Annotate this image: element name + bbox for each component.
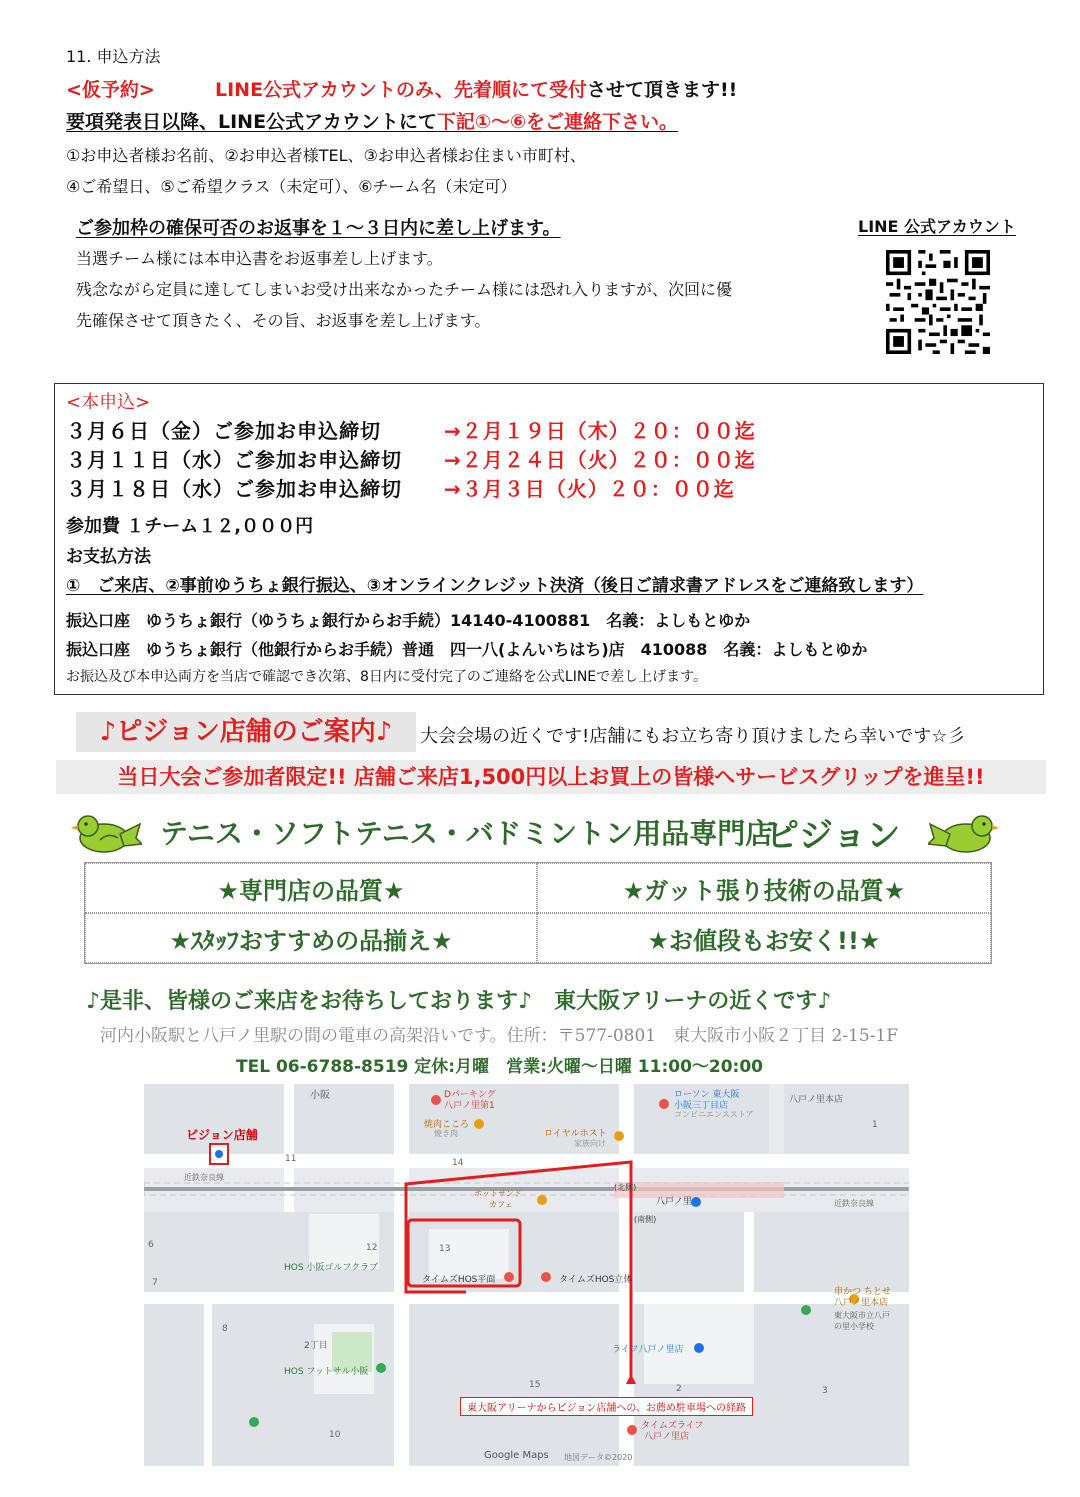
map-route-caption: 東大阪アリーナからピジョン店舗への、お薦め駐車場への経路 bbox=[460, 1397, 753, 1416]
prebooking-instruction-red: 下記①～⑥をご連絡下さい。 bbox=[436, 111, 679, 133]
map-label: 八戸ノ里第1 bbox=[444, 1101, 495, 1111]
map-block-number: 10 bbox=[329, 1430, 341, 1440]
feature-cell: ★ｽﾀｯﾌおすすめの品揃え★ bbox=[85, 913, 537, 963]
map-label: Google Maps bbox=[484, 1450, 549, 1461]
map-label: 焼き肉 bbox=[434, 1129, 458, 1138]
map-label: Dパーキング bbox=[444, 1090, 496, 1100]
deadline-event: ３月６日（金）ご参加お申込締切 bbox=[66, 419, 381, 443]
map-label: 八戸ノ里店 bbox=[644, 1432, 690, 1442]
items-line-1: ①お申込者様お名前、②お申込者様TEL、③お申込者様お住まい市町村、 bbox=[66, 146, 586, 165]
map-label: 2丁目 bbox=[304, 1341, 328, 1351]
bank-account-1: 振込口座 ゆうちょ銀行（ゆうちょ銀行からお手続）14140-4100881 名義：よしもとゆか bbox=[66, 611, 751, 630]
reply-heading: ご参加枠の確保可否のお返事を１～３日内に差し上げます。 bbox=[76, 218, 561, 239]
map-block-number: 14 bbox=[452, 1158, 464, 1168]
map-label: HOS 小阪ゴルフクラブ bbox=[284, 1263, 379, 1273]
deadline-event: ３月１８日（水）ご参加お申込締切 bbox=[66, 477, 402, 501]
bird-icon-right bbox=[928, 808, 1000, 858]
map-label: カフェ bbox=[489, 1200, 513, 1209]
map-label: コンビニエンスストア bbox=[674, 1110, 754, 1119]
map-block-number: 6 bbox=[148, 1240, 154, 1250]
map-block-number: 12 bbox=[366, 1243, 378, 1253]
section-title: 11. 申込方法 bbox=[66, 47, 161, 66]
map-label: 八戸ノ里 bbox=[656, 1197, 693, 1207]
reply-line-3: 先確保させて頂きたく、その旨、お返事を差し上げます。 bbox=[76, 311, 491, 330]
deadline-event: ３月１１日（水）ご参加お申込締切 bbox=[66, 448, 402, 472]
map-label: 小阪 bbox=[310, 1090, 330, 1101]
map-label: (北側) bbox=[614, 1183, 637, 1192]
shop-name: ピジョン bbox=[765, 816, 901, 856]
deadline-date: →３月３日（火）２０：００迄 bbox=[444, 477, 735, 501]
shop-banner-note: 大会会場の近くです!店舗にもお立ち寄り頂けましたら幸いです☆彡 bbox=[420, 726, 966, 747]
prebooking-note bbox=[215, 75, 737, 102]
confirmation-note: お振込及び本申込両方を当店で確認でき次第、8日内に受付完了のご連絡を公式LINEで差し上げます。 bbox=[66, 669, 708, 685]
deadline-row-1 bbox=[66, 415, 381, 444]
shop-map[interactable] bbox=[144, 1084, 909, 1466]
map-label: 近鉄奈良線 bbox=[184, 1173, 224, 1182]
map-label: タイムズHOS立体 bbox=[559, 1275, 633, 1285]
map-label: ホットサンド bbox=[474, 1189, 522, 1198]
line-account-label: LINE 公式アカウント bbox=[858, 217, 1016, 236]
entry-fee: 参加費 １チーム１２,０００円 bbox=[66, 516, 314, 537]
items-line-2: ④ご希望日、⑤ご希望クラス（未定可）、⑥チーム名（未定可） bbox=[66, 177, 517, 196]
payment-heading: お支払方法 bbox=[66, 547, 151, 567]
payment-methods: ① ご来店、②事前ゆうちょ銀行振込、③オンラインクレジット決済（後日ご請求書アドレスをご連絡致します） bbox=[66, 576, 924, 596]
reply-line-2: 残念ながら定員に達してしまいお受け出来なかったチーム様には恐れ入りますが、次回に優 bbox=[76, 280, 733, 299]
shop-contact[interactable]: TEL 06-6788-8519 定休:月曜 営業:火曜～日曜 11:00～20:00 bbox=[236, 1057, 764, 1077]
prebooking-instruction bbox=[66, 107, 678, 134]
map-label: 地図データ©2020 bbox=[564, 1453, 633, 1462]
map-block-number: 1 bbox=[872, 1120, 878, 1130]
line-qr-code[interactable] bbox=[886, 250, 990, 354]
map-label: タイムズHOS平面 bbox=[422, 1275, 496, 1285]
map-label: ロイヤルホスト bbox=[544, 1129, 607, 1139]
shop-address: 河内小阪駅と八戸ノ里駅の間の電車の高架沿いです。住所：〒577-0801 東大阪市小阪２丁目 2-15-1F bbox=[100, 1026, 899, 1046]
deadline-date: →２月２４日（火）２０：００迄 bbox=[444, 448, 756, 472]
features-table bbox=[84, 862, 992, 964]
map-block-number: 11 bbox=[285, 1154, 297, 1164]
feature-cell: ★お値段もお安く!!★ bbox=[537, 913, 991, 963]
map-shop-label[interactable]: ピジョン店舗 bbox=[186, 1128, 258, 1142]
promo-banner: 当日大会ご参加者限定!! 店舗ご来店1,500円以上お買上の皆様へサービスグリップを進呈!! bbox=[56, 760, 1046, 794]
map-label: 小阪三丁目店 bbox=[674, 1101, 729, 1111]
map-label: 八戸ノ里本店 bbox=[789, 1095, 844, 1105]
map-block-number: 8 bbox=[222, 1324, 228, 1334]
map-block-number: 2 bbox=[676, 1384, 682, 1394]
map-label: 家族向け bbox=[574, 1139, 606, 1148]
bank-account-2: 振込口座 ゆうちょ銀行（他銀行からお手続）普通 四一八(よんいちはち)店 410088 名義：よしもとゆか bbox=[66, 640, 868, 659]
map-label: 近鉄奈良線 bbox=[834, 1199, 874, 1208]
map-block-number: 15 bbox=[529, 1380, 541, 1390]
reply-line-1: 当選チーム様には本申込書をお返事差し上げます。 bbox=[76, 249, 443, 268]
prebooking-instruction-a: 要項発表日以降、LINE公式アカウントにて bbox=[66, 111, 437, 133]
feature-cell: ★専門店の品質★ bbox=[85, 863, 537, 913]
map-block-number: 7 bbox=[152, 1278, 158, 1288]
deadline-row-2 bbox=[66, 444, 402, 473]
map-label: HOS フットサル小阪 bbox=[284, 1367, 369, 1377]
prebooking-label: <仮予約> bbox=[66, 79, 155, 101]
shop-banner: ♪ピジョン店舗のご案内♪ bbox=[76, 712, 416, 752]
map-label: ローソン 東大阪 bbox=[674, 1090, 740, 1100]
deadline-date: →２月１９日（木）２０：００迄 bbox=[444, 419, 756, 443]
main-booking-label: <本申込> bbox=[66, 392, 151, 413]
deadline-row-3 bbox=[66, 473, 402, 502]
prebooking-note-red: LINE公式アカウントのみ、先着順にて受付 bbox=[215, 79, 588, 101]
welcome-line: ♪是非、皆様のご来店をお待ちしております♪ 東大阪アリーナの近くです♪ bbox=[86, 989, 832, 1014]
map-label: 八戸ノ里本店 bbox=[834, 1298, 889, 1308]
shop-headline: テニス・ソフトテニス・バドミントン用品専門店 bbox=[160, 817, 774, 850]
prebooking-note-tail: させて頂きます!! bbox=[587, 79, 738, 101]
bird-icon-left bbox=[70, 808, 142, 858]
map-label: 焼肉こころ bbox=[424, 1120, 470, 1130]
map-label: 串かつ ちとせ bbox=[834, 1287, 891, 1297]
map-label: 東大阪市立八戸 bbox=[834, 1311, 890, 1320]
map-label: (南側) bbox=[634, 1215, 657, 1224]
map-label: タイムズライフ bbox=[641, 1421, 704, 1431]
map-label: の里小学校 bbox=[834, 1322, 874, 1331]
feature-cell: ★ガット張り技術の品質★ bbox=[537, 863, 991, 913]
map-block-number: 13 bbox=[439, 1244, 451, 1254]
map-label: ライフ八戸ノ里店 bbox=[612, 1345, 684, 1355]
map-block-number: 3 bbox=[822, 1386, 828, 1396]
